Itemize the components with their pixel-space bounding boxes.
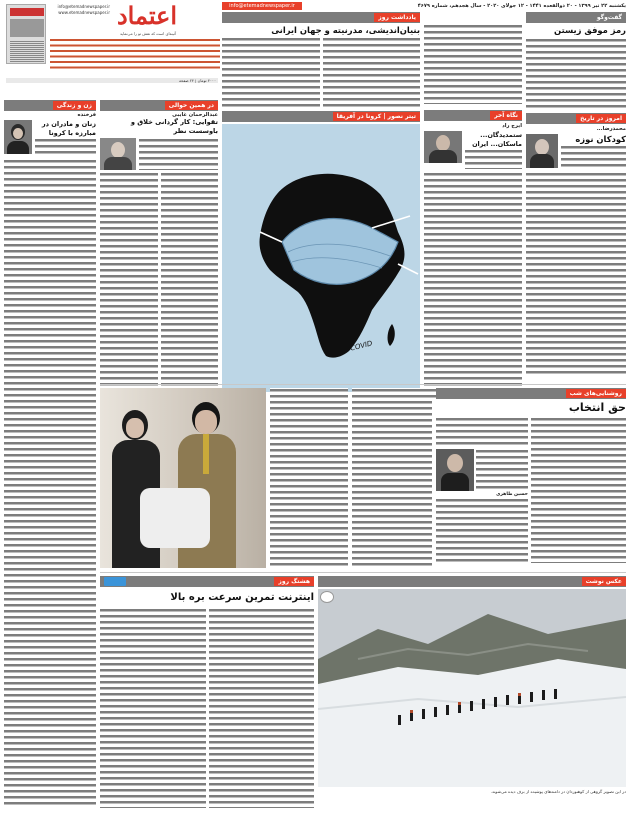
email-link[interactable]: info@etemadnewspaper.ir	[222, 2, 302, 10]
article-headline[interactable]: رمز موفق زیستن	[554, 25, 626, 35]
bottom-article	[100, 576, 314, 812]
film-still-photo	[100, 388, 266, 568]
front-page-thumbnail	[6, 4, 46, 64]
africa-map-icon	[222, 124, 420, 392]
byline: فرخنده	[77, 112, 96, 118]
article-body-2	[424, 172, 522, 400]
column-2	[424, 12, 522, 382]
staff-list	[50, 20, 220, 74]
author-photo	[100, 138, 136, 170]
africa-mask-illustration	[222, 124, 420, 392]
article-headline[interactable]: بنیان‌اندیشی، مدرنیته و جهان ایرانی	[271, 25, 420, 35]
dateline: یکشنبه ۲۲ تیر ۱۳۹۹ - ۲۰ ذوالقعده ۱۴۴۱ - ۱۲ جولای ۲۰۲۰ - سال هجدهم، شماره ۴۶۷۹	[417, 3, 626, 9]
divider	[100, 384, 626, 385]
column-1	[526, 12, 626, 382]
section-tag: یادداشت روز	[374, 13, 420, 22]
byline: عبدالرحمان غایبی	[172, 112, 218, 118]
byline: محمدرضا...	[596, 126, 626, 132]
mid-article	[436, 388, 626, 568]
article-headline[interactable]: حق انتخاب	[568, 401, 626, 414]
article-body	[526, 38, 626, 110]
article-headline[interactable]: تقوایی: کار گردانی خلاق و باوسست نظر	[130, 118, 218, 135]
column-4	[100, 100, 218, 382]
article-body	[424, 24, 522, 104]
illustration-signature: COVID	[349, 339, 374, 353]
divider	[100, 572, 626, 573]
article-body	[4, 159, 96, 807]
sub-headline[interactable]: کودکان نوزه	[575, 134, 626, 144]
column-5	[4, 100, 96, 812]
article-body-2	[526, 172, 626, 377]
photo-caption: در این تصویر گروهی از کوهنوردان در دامنه‌های پوشیده از برف دیده می‌شوند.	[490, 789, 626, 794]
image-section-tag: تیتر نصور | کرونا در آفریقا	[333, 112, 420, 121]
author-photo	[424, 131, 462, 163]
mountain-climbers-photo	[318, 589, 626, 787]
sub-section-tag: امروز در تاریخ	[576, 114, 626, 123]
section-tag: عکس نوشت	[582, 577, 626, 586]
article-headline[interactable]: زنان و مادران در مبارزه با کرونا	[41, 120, 96, 137]
price-line: ۴۰۰۰ تومان | ۲۴ صفحه	[6, 78, 218, 83]
mid-text-center	[352, 388, 432, 568]
website-link-1[interactable]: info@etemadnewspaper.ir	[57, 4, 110, 9]
author-photo	[526, 134, 558, 168]
section-tag: در همین حوالی	[165, 101, 218, 110]
section-tag: نگاه آخر	[490, 111, 522, 120]
camera-icon	[320, 591, 334, 603]
section-tag: روشنایی‌های شب	[566, 389, 626, 398]
masthead-links	[50, 4, 110, 16]
mid-text-left	[270, 388, 348, 568]
author-photo	[4, 120, 32, 154]
photo-essay	[318, 576, 626, 812]
article-headline[interactable]: ستمدیدگان... ماسکان... ایران	[472, 131, 522, 148]
author-photo	[436, 449, 474, 491]
logo-text: اعتماد	[116, 1, 178, 30]
website-link-2[interactable]: www.etemadnewspaper.ir	[58, 10, 110, 15]
section-tag: گفت‌وگو	[593, 13, 626, 22]
byline: ایرج راد	[502, 123, 522, 129]
slogan: آئینه‌ای است که نقش تو را می‌نماید	[120, 31, 176, 36]
column-3	[222, 12, 420, 382]
section-tag: هشتگ روز	[274, 577, 314, 586]
author-name: حسین طاهری	[496, 492, 528, 497]
twitter-icon	[104, 577, 126, 586]
header-bar	[222, 2, 626, 10]
article-headline[interactable]: اینترنت تمرین سرعت بره بالا	[170, 592, 314, 603]
section-tag: زن و زندگی	[53, 101, 96, 110]
